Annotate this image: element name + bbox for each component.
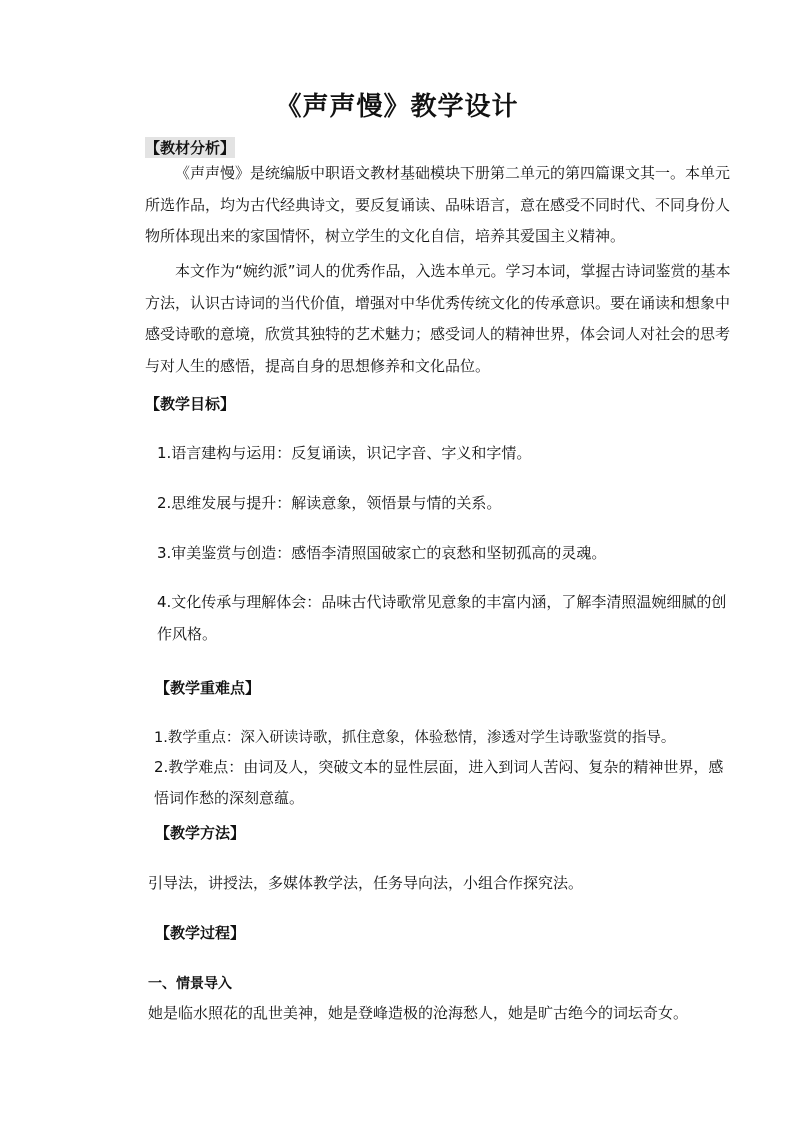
section-heading-goals: 【教学目标】 (145, 395, 236, 413)
analysis-paragraph-1: 《声声慢》是统编版中职语文教材基础模块下册第二单元的第四篇课文其一。本单元所选作品，均为古代经典诗文，要反复诵读、品味语言，意在感受不同时代、不同身份人物所体现出来的家国情怀，树立学生的文化自信，培养其爱国主义精神。 (145, 164, 731, 245)
process-intro-text: 她是临水照花的乱世美神，她是登峰造极的沧海愁人，她是旷古绝今的词坛奇女。 (148, 1004, 689, 1022)
section-heading-process: 【教学过程】 (155, 924, 246, 942)
section-heading-methods: 【教学方法】 (155, 824, 246, 842)
goal-item-2: 2.思维发展与提升：解读意象，领悟景与情的关系。 (157, 494, 502, 512)
keypoint-item-1: 1.教学重点：深入研读诗歌，抓住意象，体验愁情，渗透对学生诗歌鉴赏的指导。 (154, 730, 676, 746)
keypoint-item-2: 2.教学难点：由词及人，突破文本的显性层面，进入到词人苦闷、复杂的精神世界，感悟词作愁的深刻意蕴。 (154, 758, 724, 807)
goal-item-3: 3.审美鉴赏与创造：感悟李清照国破家亡的哀愁和坚韧孤高的灵魂。 (157, 544, 607, 562)
analysis-paragraph-2: 本文作为“婉约派”词人的优秀作品，入选本单元。学习本词，掌握古诗词鉴赏的基本方法，认识古诗词的当代价值，增强对中华优秀传统文化的传承意识。要在诵读和想象中感受诗歌的意境，欣赏其独特的艺术魅力；感受词人的精神世界，体会词人对社会的思考与对人生的感悟，提高自身的思想修养和文化品位。 (145, 262, 731, 375)
goal-item-1: 1.语言建构与运用：反复诵读，识记字音、字义和字情。 (157, 444, 532, 462)
process-step-1-heading: 一、情景导入 (148, 976, 232, 992)
section-heading-keypoints: 【教学重难点】 (155, 679, 261, 697)
goal-item-4: 4.文化传承与理解体会：品味古代诗歌常见意象的丰富内涵，了解李清照温婉细腻的创作风格。 (157, 593, 727, 643)
section-heading-analysis: 【教材分析】 (145, 139, 236, 157)
document-title: 《声声慢》教学设计 (275, 92, 519, 122)
methods-text: 引导法，讲授法，多媒体教学法，任务导向法，小组合作探究法。 (148, 874, 584, 892)
